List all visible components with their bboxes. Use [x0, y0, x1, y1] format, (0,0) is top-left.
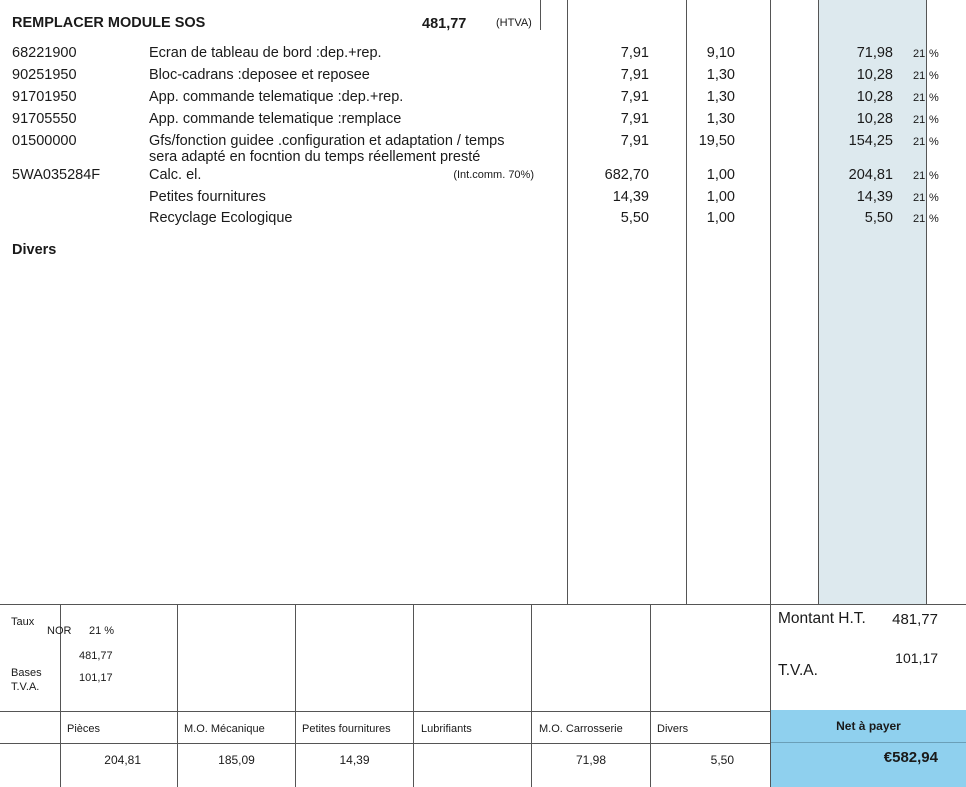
line-amount: 14,39 — [856, 189, 893, 205]
line-vat-pct: % — [929, 92, 939, 104]
total-tva-label: T.V.A. — [778, 662, 818, 679]
line-code: 5WA035284F — [12, 167, 101, 183]
vat-rate-label: Taux — [11, 616, 35, 628]
footer-top-border — [0, 604, 966, 605]
category-header-lubrifiants: Lubrifiants — [421, 723, 472, 735]
total-ht-value: 481,77 — [892, 611, 938, 628]
line-amount: 204,81 — [848, 167, 893, 183]
line-qty: 9,10 — [706, 45, 735, 61]
line-code: 91705550 — [12, 111, 77, 127]
line-qty: 19,50 — [698, 133, 735, 149]
line-vat-rate: 21 — [913, 70, 926, 82]
vat-amount-value: 101,17 — [79, 672, 113, 684]
line-vat-rate: 21 — [913, 170, 926, 182]
category-header-petites-fournitures: Petites fournitures — [302, 723, 391, 735]
line-qty: 1,30 — [706, 89, 735, 105]
line-vat-pct: % — [929, 213, 939, 225]
line-qty: 1,30 — [706, 111, 735, 127]
job-amount-note: (HTVA) — [496, 17, 532, 29]
line-unit-price: 7,91 — [620, 45, 649, 61]
total-tva-value: 101,17 — [895, 650, 938, 666]
line-note: (Int.comm. 70%) — [453, 169, 534, 181]
line-qty: 1,00 — [706, 167, 735, 183]
line-vat-pct: % — [929, 170, 939, 182]
line-item — [0, 89, 966, 110]
line-description: Calc. el. — [149, 167, 202, 183]
total-ht-label: Montant H.T. — [778, 610, 866, 627]
category-header-mo-carrosserie: M.O. Carrosserie — [539, 723, 623, 735]
line-vat-rate: 21 — [913, 136, 926, 148]
line-unit-price: 682,70 — [604, 167, 649, 183]
line-description: Bloc-cadrans :deposee et reposee — [149, 67, 370, 83]
category-value-petites-fournitures: 14,39 — [339, 753, 370, 767]
vat-tva-label: T.V.A. — [11, 681, 40, 693]
line-vat-rate: 21 — [913, 48, 926, 60]
line-description: Gfs/fonction guidee .configuration et adaptation / temps — [149, 133, 505, 149]
line-description: App. commande telematique :dep.+rep. — [149, 89, 404, 105]
footer-mid-border — [0, 711, 770, 712]
line-qty: 1,30 — [706, 67, 735, 83]
line-unit-price: 7,91 — [620, 89, 649, 105]
line-code: 68221900 — [12, 45, 77, 61]
line-description: Petites fournitures — [149, 189, 266, 205]
line-unit-price: 7,91 — [620, 133, 649, 149]
vat-rate: 21 % — [89, 625, 115, 637]
category-header-mo-mecanique: M.O. Mécanique — [184, 723, 265, 735]
category-header-pieces: Pièces — [67, 723, 101, 735]
vat-code: NOR — [47, 625, 72, 637]
line-amount: 10,28 — [856, 89, 893, 105]
net-to-pay-value: €582,94 — [883, 749, 938, 766]
line-unit-price: 14,39 — [612, 189, 649, 205]
vat-bases-label: Bases — [11, 667, 42, 679]
line-description-continued: sera adapté en focntion du temps réellement presté — [149, 149, 481, 165]
footer-header-border — [0, 743, 770, 744]
line-vat-pct: % — [929, 48, 939, 60]
line-vat-rate: 21 — [913, 114, 926, 126]
line-unit-price: 7,91 — [620, 67, 649, 83]
line-description: App. commande telematique :remplace — [149, 111, 402, 127]
line-code: 01500000 — [12, 133, 77, 149]
line-qty: 1,00 — [706, 210, 735, 226]
line-item — [0, 111, 966, 132]
category-value-divers: 5,50 — [710, 753, 734, 767]
line-amount: 71,98 — [856, 45, 893, 61]
job-title: REMPLACER MODULE SOS — [12, 15, 206, 31]
footer-divider — [413, 604, 414, 787]
section-divers: Divers — [12, 242, 57, 258]
line-description: Ecran de tableau de bord :dep.+rep. — [149, 45, 382, 61]
line-vat-rate: 21 — [913, 213, 926, 225]
line-item — [0, 210, 966, 231]
line-code: 91701950 — [12, 89, 77, 105]
category-header-divers: Divers — [657, 723, 689, 735]
net-box-divider — [771, 742, 966, 743]
line-item — [0, 67, 966, 88]
job-amount: 481,77 — [422, 16, 467, 32]
line-vat-rate: 21 — [913, 192, 926, 204]
line-amount: 154,25 — [848, 133, 893, 149]
line-unit-price: 7,91 — [620, 111, 649, 127]
vat-base-value: 481,77 — [79, 650, 113, 662]
line-vat-pct: % — [929, 114, 939, 126]
category-value-mo-mecanique: 185,09 — [218, 753, 255, 767]
line-amount: 10,28 — [856, 67, 893, 83]
category-value-mo-carrosserie: 71,98 — [575, 753, 607, 767]
line-item — [0, 45, 966, 66]
net-to-pay-label: Net à payer — [836, 719, 901, 733]
line-vat-pct: % — [929, 70, 939, 82]
line-amount: 10,28 — [856, 111, 893, 127]
line-qty: 1,00 — [706, 189, 735, 205]
line-description: Recyclage Ecologique — [149, 210, 293, 226]
line-item — [0, 167, 966, 188]
line-code: 90251950 — [12, 67, 77, 83]
column-divider — [540, 0, 541, 30]
line-vat-rate: 21 — [913, 92, 926, 104]
line-unit-price: 5,50 — [620, 210, 649, 226]
line-item — [0, 189, 966, 210]
line-vat-pct: % — [929, 136, 939, 148]
category-value-pieces: 204,81 — [104, 753, 141, 767]
line-amount: 5,50 — [864, 210, 893, 226]
line-vat-pct: % — [929, 192, 939, 204]
